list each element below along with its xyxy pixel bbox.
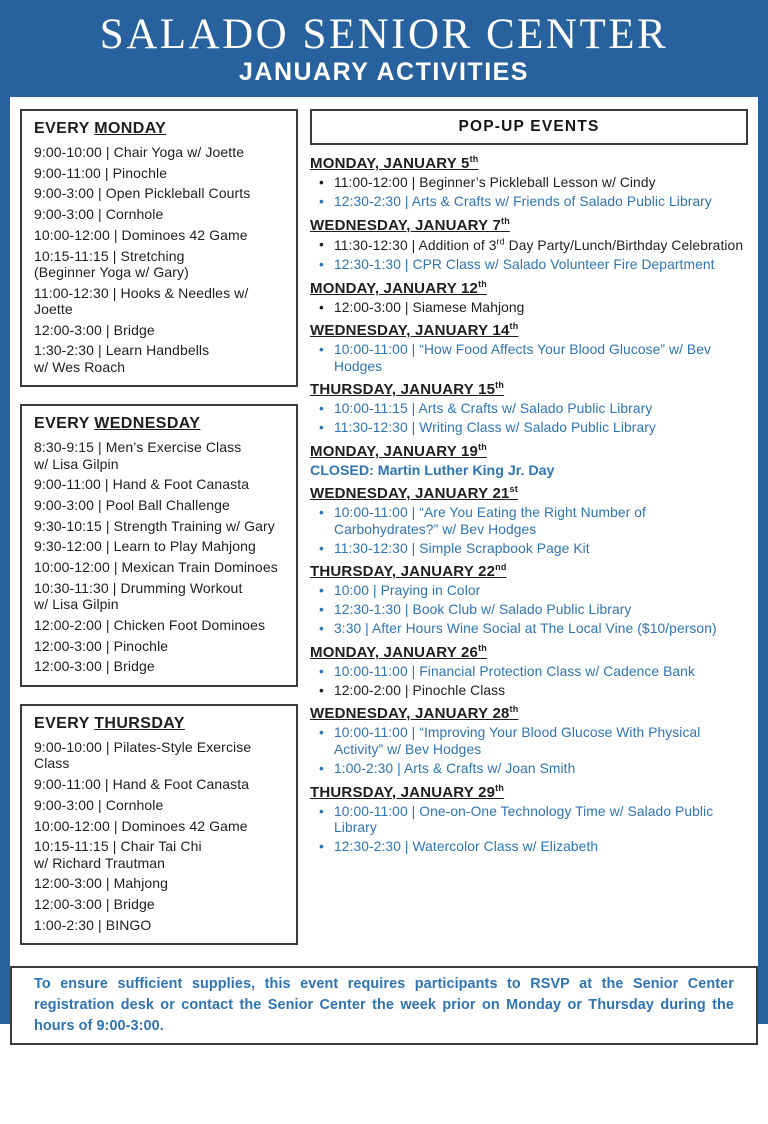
address-line-1: Salado United Methodist Church <box>28 1085 266 1103</box>
bullet-icon: • <box>319 602 324 618</box>
schedule-item <box>34 322 284 338</box>
popup-date-ordinal: th <box>478 442 488 453</box>
popup-date-text: MONDAY, JANUARY 5th <box>310 154 479 172</box>
weekly-schedule-column <box>20 109 298 962</box>
bullet-icon: • <box>319 194 324 210</box>
schedule-item <box>34 739 284 771</box>
popup-date-heading <box>310 279 748 297</box>
schedule-item <box>34 875 284 891</box>
popup-event-item <box>310 761 748 778</box>
popup-event-item <box>310 175 748 192</box>
bullet-icon: • <box>319 725 324 741</box>
schedule-item-line: 12:00-3:00 | Pinochle <box>34 637 169 654</box>
weekly-box-title-prefix: EVERY <box>34 715 95 733</box>
schedule-item-line: 9:00-3:00 | Cornhole <box>34 206 164 223</box>
bullet-icon: • <box>319 505 324 521</box>
rsvp-note-text: To ensure sufficient supplies, this event requires participants to RSVP at the Senior Center registration desk or contact the Senior Center the week prior on Monday or Thursday during the hours of 9:00-3:00. <box>34 976 734 1035</box>
popup-event-text: 11:00-12:00 | Beginner’s Pickleball Lesson w/ Cindy <box>334 175 656 190</box>
popup-event-text: 11:30-12:30 | Addition of 3rd Day Party/Lunch/Birthday Celebration <box>334 236 744 254</box>
popup-section <box>310 279 748 317</box>
popup-date-ordinal: th <box>501 215 510 226</box>
ordinal-suffix: rd <box>496 236 505 247</box>
popup-event-item <box>310 602 748 619</box>
schedule-item-line: 9:00-3:00 | Cornhole <box>34 796 164 813</box>
weekly-box-monday <box>20 109 298 387</box>
schedule-item <box>34 439 284 471</box>
main-content <box>10 97 758 966</box>
join-us-heading: JOIN US! <box>28 1056 105 1076</box>
schedule-item-line: 9:00-11:00 | Pinochle <box>34 164 168 181</box>
phone-text: (254) 271-2415 <box>634 1104 740 1122</box>
popup-date-text: THURSDAY, JANUARY 22nd <box>310 562 507 581</box>
schedule-item-line: w/ Lisa Gilpin <box>34 455 119 472</box>
popup-event-text: 11:30-12:30 | Simple Scrapbook Page Kit <box>334 540 590 556</box>
popup-event-item <box>310 583 748 600</box>
weekly-box-thursday <box>20 704 298 945</box>
popup-date-ordinal: th <box>495 782 505 793</box>
popup-event-text: 11:30-12:30 | Writing Class w/ Salado Public Library <box>334 420 656 436</box>
bullet-icon: • <box>319 760 324 776</box>
popup-event-item <box>310 420 748 437</box>
weekly-box-title-day: THURSDAY <box>94 715 185 733</box>
popup-event-text: 12:30-2:30 | Arts & Crafts w/ Friends of Salado Public Library <box>334 194 712 210</box>
popup-events-list <box>310 154 748 856</box>
popup-event-item <box>310 237 748 255</box>
popup-event-item <box>310 505 748 538</box>
popup-date-ordinal: th <box>478 642 488 653</box>
popup-date-text: WEDNESDAY, JANUARY 14th <box>310 321 519 340</box>
schedule-item-line: 1:30-2:30 | Learn Handbells <box>34 342 210 359</box>
popup-event-text: 10:00-11:15 | Arts & Crafts w/ Salado Public Library <box>334 401 653 417</box>
schedule-item <box>34 538 284 554</box>
popup-event-item <box>310 804 748 837</box>
popup-date-heading <box>310 704 748 722</box>
schedule-item-line: 12:00-2:00 | Chicken Foot Dominoes <box>34 616 266 633</box>
schedule-item-line: 9:00-11:00 | Hand & Foot Canasta <box>34 776 250 793</box>
popup-date-ordinal: th <box>509 321 519 332</box>
closed-notice: CLOSED: Martin Luther King Jr. Day <box>310 463 555 480</box>
popup-event-item <box>310 683 748 700</box>
bullet-icon: • <box>319 803 324 819</box>
popup-event-item <box>310 300 748 317</box>
popup-event-text: 12:30-1:30 | Book Club w/ Salado Public Library <box>334 602 632 618</box>
schedule-item <box>34 559 284 575</box>
popup-event-item <box>310 621 748 638</box>
popup-date-text: MONDAY, JANUARY 19th <box>310 442 488 461</box>
address-line-2: Youth Activity Center (650 Royal St) <box>28 1104 290 1122</box>
popup-date-heading <box>310 562 748 580</box>
schedule-item-line: 9:00-3:00 | Pool Ball Challenge <box>34 497 230 514</box>
schedule-item <box>34 248 284 280</box>
popup-event-text: 10:00-11:00 | “How Food Affects Your Blood Glucose” w/ Bev Hodges <box>334 342 712 374</box>
schedule-item-line: 12:00-3:00 | Bridge <box>34 896 155 912</box>
weekly-box-title-prefix: EVERY <box>34 415 95 433</box>
popup-event-text: 3:30 | After Hours Wine Social at The Local Vine ($10/person) <box>334 621 717 637</box>
popup-section <box>310 321 748 375</box>
bullet-icon: • <box>319 682 324 698</box>
popup-event-item <box>310 541 748 558</box>
page-title: SALADO SENIOR CENTER <box>99 11 669 58</box>
weekly-box-wednesday <box>20 404 298 687</box>
popup-section <box>310 643 748 700</box>
schedule-item-line: 10:00-12:00 | Dominoes 42 Game <box>34 226 248 243</box>
schedule-item-line: 9:00-11:00 | Hand & Foot Canasta <box>34 476 250 493</box>
header-banner <box>0 0 768 97</box>
schedule-item <box>34 838 284 870</box>
schedule-item <box>34 776 284 792</box>
popup-event-text: 12:30-1:30 | CPR Class w/ Salado Volunteer Fire Department <box>334 257 715 273</box>
popup-date-heading <box>310 216 748 234</box>
contact-heading: CONTACT US, LEARN MORE, OR GIVE A GIFT: <box>347 1056 740 1076</box>
footer-contact-block <box>347 1056 740 1124</box>
footer-join-block <box>28 1056 289 1124</box>
schedule-item <box>34 206 284 222</box>
popup-event-item <box>310 725 748 758</box>
popup-event-item <box>310 839 748 856</box>
schedule-item <box>34 917 284 933</box>
schedule-item <box>34 285 284 317</box>
bullet-icon: • <box>319 257 324 273</box>
weekly-box-title <box>34 715 284 733</box>
popup-events-header-box <box>310 109 748 145</box>
popup-event-text: 10:00-11:00 | “Are You Eating the Right Number of Carbohydrates?” w/ Bev Hodges <box>334 505 646 537</box>
schedule-item <box>34 797 284 813</box>
schedule-item <box>34 476 284 492</box>
schedule-item <box>34 638 284 654</box>
popup-date-heading <box>310 154 748 172</box>
schedule-item-line: 10:15-11:15 | Stretching <box>34 247 185 264</box>
popup-date-text: MONDAY, JANUARY 26th <box>310 642 488 661</box>
footer-banner <box>0 1045 768 1124</box>
popup-date-text: MONDAY, JANUARY 12th <box>310 278 488 297</box>
bullet-icon: • <box>319 236 324 252</box>
popup-section <box>310 442 748 479</box>
popup-section <box>310 484 748 557</box>
schedule-item-line: 1:00-2:30 | BINGO <box>34 916 152 933</box>
popup-event-text: 10:00 | Praying in Color <box>334 583 481 599</box>
schedule-item-line: 12:00-3:00 | Bridge <box>34 658 155 675</box>
weekly-box-title-prefix: EVERY <box>34 120 95 137</box>
schedule-item <box>34 658 284 674</box>
popup-event-item <box>310 401 748 418</box>
popup-date-text: THURSDAY, JANUARY 15th <box>310 380 505 399</box>
popup-date-ordinal: st <box>509 484 518 495</box>
schedule-item <box>34 518 284 534</box>
popup-date-ordinal: th <box>478 278 488 289</box>
popup-section <box>310 704 748 777</box>
weekly-box-title-day: MONDAY <box>94 120 167 137</box>
schedule-item-line: w/ Lisa Gilpin <box>34 596 119 613</box>
bullet-icon: • <box>319 663 324 679</box>
popup-event-text: 10:00-11:00 | One-on-One Technology Time w/ Salado Public Library <box>334 803 714 836</box>
popup-date-heading <box>310 442 748 460</box>
popup-events-title: POP-UP EVENTS <box>458 118 600 135</box>
schedule-item-line: 10:00-12:00 | Dominoes 42 Game <box>34 817 248 834</box>
schedule-item-line: w/ Wes Roach <box>34 358 126 375</box>
popup-event-item <box>310 664 748 681</box>
bullet-icon: • <box>319 420 324 436</box>
popup-section <box>310 380 748 437</box>
schedule-item-line: 9:00-10:00 | Pilates-Style Exercise Class <box>34 739 252 772</box>
schedule-item <box>34 342 284 374</box>
popup-events-column <box>310 109 748 962</box>
schedule-item-line: (Beginner Yoga w/ Gary) <box>34 263 189 280</box>
popup-date-heading <box>310 783 748 801</box>
weekly-box-title <box>34 415 284 433</box>
popup-date-heading <box>310 484 748 502</box>
popup-event-text: 12:30-2:30 | Watercolor Class w/ Elizabeth <box>334 839 599 855</box>
rsvp-note-box <box>10 966 758 1045</box>
schedule-item-line: 10:15-11:15 | Chair Tai Chi <box>34 838 202 855</box>
bullet-icon: • <box>319 621 324 637</box>
schedule-item-line: 10:00-12:00 | Mexican Train Dominoes <box>34 559 278 576</box>
popup-date-heading <box>310 321 748 339</box>
popup-event-text: 12:00-2:00 | Pinochle Class <box>334 682 506 698</box>
schedule-item <box>34 165 284 181</box>
bullet-icon: • <box>319 583 324 599</box>
schedule-item-line: 9:00-3:00 | Open Pickleball Courts <box>34 185 251 202</box>
schedule-item-line: 8:30-9:15 | Men’s Exercise Class <box>34 439 242 456</box>
popup-date-text: WEDNESDAY, JANUARY 21st <box>310 484 518 503</box>
schedule-item-line: 10:30-11:30 | Drumming Workout <box>34 579 243 596</box>
bullet-icon: • <box>319 401 324 417</box>
popup-event-item <box>310 257 748 274</box>
popup-date-text: WEDNESDAY, JANUARY 7th <box>310 215 510 234</box>
schedule-item-line: w/ Richard Trautman <box>34 854 166 871</box>
popup-date-heading <box>310 643 748 661</box>
popup-date-text: THURSDAY, JANUARY 29th <box>310 782 505 801</box>
popup-event-text: 1:00-2:30 | Arts & Crafts w/ Joan Smith <box>334 760 576 776</box>
popup-date-ordinal: th <box>495 380 505 391</box>
popup-event-text: 10:00-11:00 | “Improving Your Blood Glucose With Physical Activity” w/ Bev Hodges <box>334 725 701 757</box>
bullet-icon: • <box>319 299 324 315</box>
schedule-item-line: 9:30-10:15 | Strength Training w/ Gary <box>34 517 275 534</box>
popup-date-ordinal: th <box>509 704 519 715</box>
popup-date-ordinal: th <box>469 154 479 164</box>
website-text: saladoseniorcenter.org <box>570 1085 740 1103</box>
schedule-item <box>34 896 284 912</box>
bullet-icon: • <box>319 175 324 190</box>
popup-date-heading <box>310 380 748 398</box>
weekly-box-title <box>34 120 284 138</box>
popup-section <box>310 562 748 638</box>
popup-section <box>310 154 748 211</box>
schedule-item-line: 9:00-10:00 | Chair Yoga w/ Joette <box>34 144 245 160</box>
page-subtitle: JANUARY ACTIVITIES <box>238 58 529 87</box>
bullet-icon: • <box>319 342 324 358</box>
bullet-icon: • <box>319 540 324 556</box>
popup-event-text: 12:00-3:00 | Siamese Mahjong <box>334 299 525 315</box>
popup-section <box>310 216 748 274</box>
schedule-item-line: 11:00-12:30 | Hooks & Needles w/ Joette <box>34 284 249 317</box>
schedule-item-line: 12:00-3:00 | Mahjong <box>34 875 169 892</box>
schedule-item <box>34 617 284 633</box>
popup-event-text: 10:00-11:00 | Financial Protection Class w/ Cadence Bank <box>334 663 695 679</box>
popup-date-text: WEDNESDAY, JANUARY 28th <box>310 704 519 723</box>
schedule-item <box>34 227 284 243</box>
schedule-item <box>34 185 284 201</box>
weekly-box-title-day: WEDNESDAY <box>94 415 201 433</box>
popup-event-item <box>310 194 748 211</box>
schedule-item-line: 9:30-12:00 | Learn to Play Mahjong <box>34 538 256 555</box>
schedule-item <box>34 818 284 834</box>
popup-event-item <box>310 342 748 375</box>
bullet-icon: • <box>319 839 324 855</box>
schedule-item <box>34 580 284 612</box>
popup-date-ordinal: nd <box>495 562 507 573</box>
schedule-item-line: 12:00-3:00 | Bridge <box>34 321 155 338</box>
schedule-item <box>34 497 284 513</box>
popup-section <box>310 783 748 856</box>
schedule-item <box>34 144 284 160</box>
